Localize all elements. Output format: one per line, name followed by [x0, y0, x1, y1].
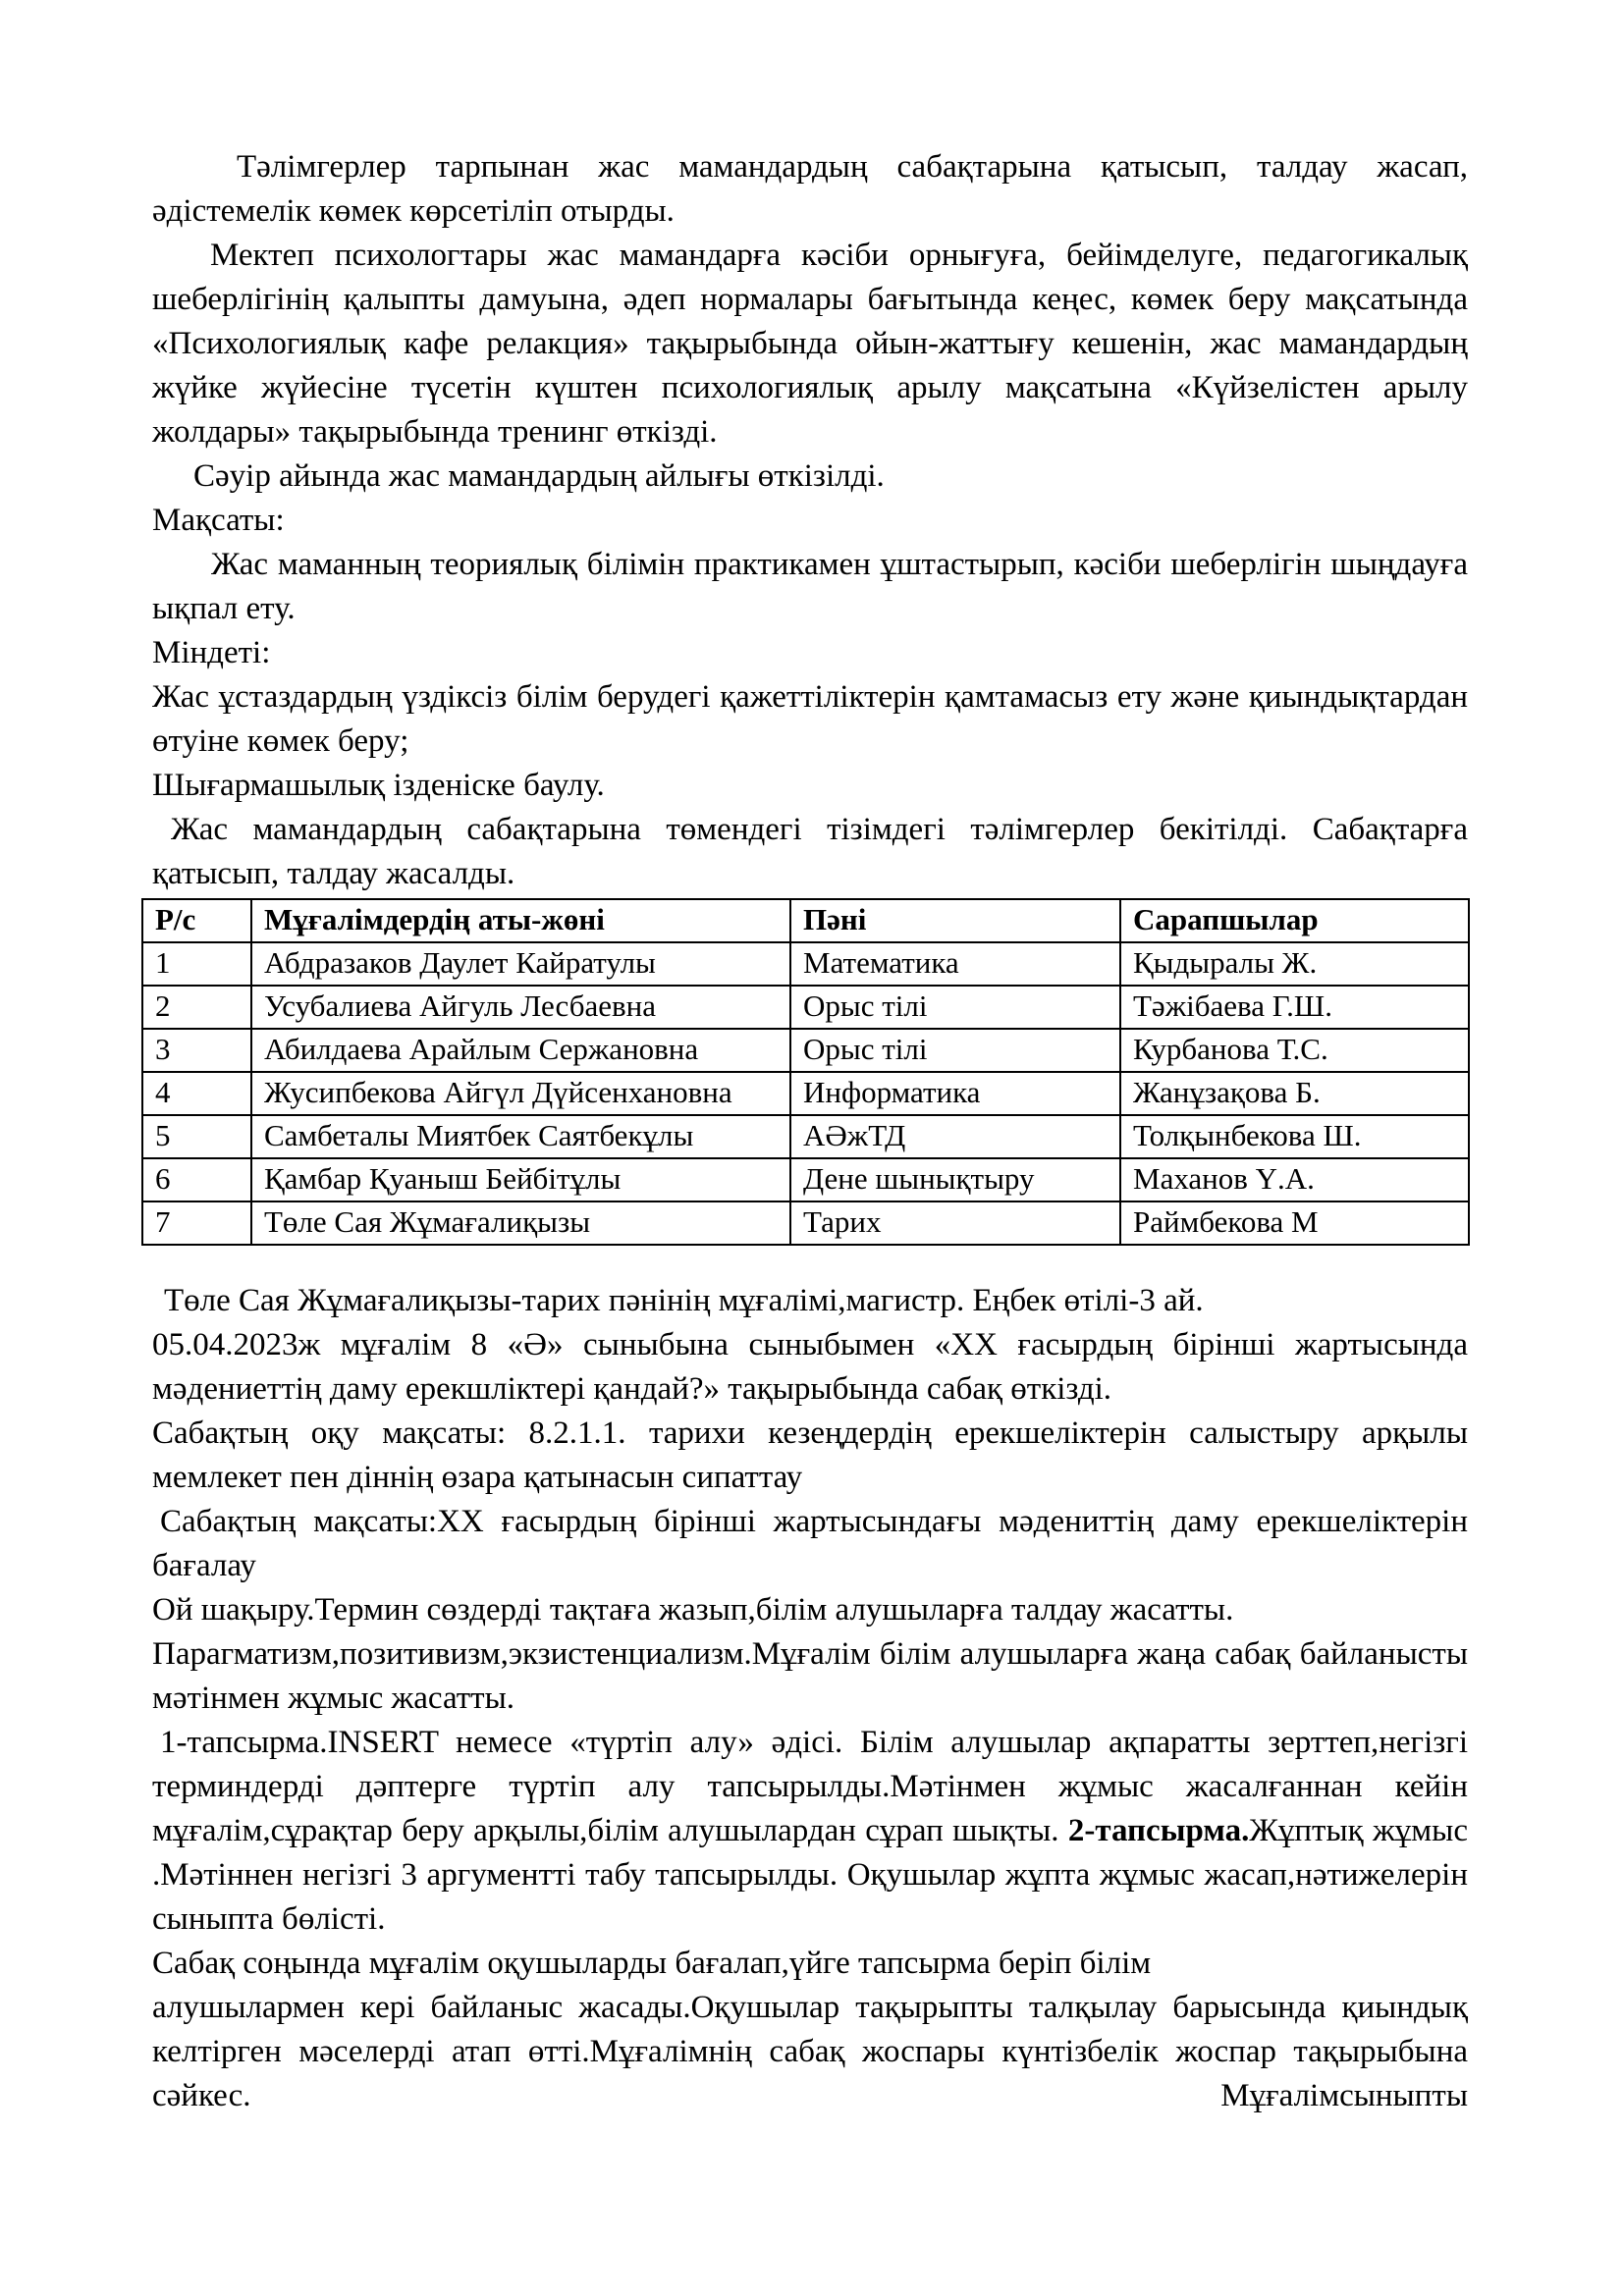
para-lesson-end-continuation: алушылармен кері байланыс жасады.Оқушылар тақырыпты талқылау барысында қиындық келтірген мәселерді атап өтті.Мұғалімнің сабақ жоспары күнтізбелік жоспар тақырыбына сәйкес. Мұғалімсыныпты — [152, 1990, 1468, 2113]
table-row — [142, 1029, 1469, 1072]
para-task-body: Жас ұстаздардың үздіксіз білім берудегі қажеттіліктерін қамтамасыз ету және қиындықтардан өтуіне көмек беру; — [152, 679, 1468, 759]
table-header-row — [142, 899, 1469, 942]
cell-expert: Қыдыралы Ж. — [1120, 942, 1469, 986]
table-row — [142, 1201, 1469, 1245]
para-lesson-goal: Сабақтың мақсаты:ХХ ғасырдың бірінші жартысындағы мәдениттің даму ерекшеліктерін бағалау — [152, 1504, 1468, 1583]
para-tole-saya-intro: Төле Сая Жұмағалиқызы-тарих пәнінің мұғалімі,магистр. Еңбек өтілі-3 ай. — [164, 1283, 1204, 1318]
para-school-psychologists: Мектеп психологтары жас мамандарға кәсіби орнығуға, бейімделуге, педагогикалық шеберлігінің қалыпты дамуына, әдеп нормалары бағытында кеңес, көмек беру мақсатында «Психологиялық кафе релакция» тақырыбында ойын-жаттығу кешенін, жас мамандардың жүйке жүйесіне түсетін күштен психологиялық арылу мақсатына «Күйзелістен арылу жолдары» тақырыбында тренинг өткізді. — [152, 238, 1468, 450]
header-expert: Сарапшылар — [1120, 899, 1469, 942]
table-row — [142, 1115, 1469, 1158]
para-brainstorm: Ой шақыру.Термин сөздерді тақтаға жазып,білім алушыларға талдау жасатты. — [152, 1592, 1234, 1628]
teachers-table — [141, 898, 1470, 1246]
para-mentors-assigned: Жас мамандардың сабақтарына төмендегі тізімдегі тәлімгерлер бекітілді. Сабақтарға қатысып, талдау жасалды. — [152, 812, 1468, 891]
para-lesson-learning-objective: Сабақтың оқу мақсаты: 8.2.1.1. тарихи кезеңдердің ерекшеліктерін салыстыру арқылы мемлекет пен діннің өзара қатынасын сипаттау — [152, 1415, 1468, 1495]
para-goal-body: Жас маманның теориялық білімін практикамен ұштастырып, кәсіби шеберлігін шыңдауға ықпал ету. — [152, 547, 1468, 626]
cell-number: 6 — [142, 1158, 251, 1201]
para-pragmatism-terms: Парагматизм,позитивизм,экзистенциализм.Мұғалім білім алушыларға жаңа сабақ байланысты мәтінмен жұмыс жасатты. — [152, 1636, 1468, 1716]
cell-subject: Орыс тілі — [790, 1029, 1120, 1072]
cell-subject: АӘжТД — [790, 1115, 1120, 1158]
para-lesson-date: 05.04.2023ж мұғалім 8 «Ә» сыныбына сыныбымен «ХХ ғасырдың бірінші жартысында мәдениеттің даму ерекшліктері қандай?» тақырыбында сабақ өткізді. — [152, 1327, 1468, 1407]
para-goal-heading: Мақсаты: — [152, 503, 285, 538]
cell-expert: Маханов Ү.А. — [1120, 1158, 1469, 1201]
cell-teacher-name: Жусипбекова Айгүл Дүйсенхановна — [251, 1072, 790, 1115]
table-row — [142, 1072, 1469, 1115]
cell-number: 2 — [142, 986, 251, 1029]
cell-teacher-name: Абдразаков Даулет Кайратулы — [251, 942, 790, 986]
cell-expert: Раймбекова М — [1120, 1201, 1469, 1245]
cell-number: 7 — [142, 1201, 251, 1245]
cell-expert: Толқынбекова Ш. — [1120, 1115, 1469, 1158]
cell-teacher-name: Қамбар Қуаныш Бейбітұлы — [251, 1158, 790, 1201]
para-lesson-end-line1: Сабақ соңында мұғалім оқушыларды бағалап,үйге тапсырма беріп білім — [152, 1946, 1152, 1981]
header-subject: Пәні — [790, 899, 1120, 942]
para-creative-search: Шығармашылық ізденіске баулу. — [152, 768, 605, 803]
cell-number: 4 — [142, 1072, 251, 1115]
cell-teacher-name: Абилдаева Арайлым Сержановна — [251, 1029, 790, 1072]
task2-text: Жұптық жұмыс .Мәтіннен негізгі 3 аргументті табу тапсырылды. Оқушылар жұпта жұмыс жасап,нәтижелерін сыныпта бөлісті. — [152, 1813, 1469, 1937]
para-task-heading: Міндеті: — [152, 635, 271, 670]
cell-subject: Информатика — [790, 1072, 1120, 1115]
header-teacher-name: Мұғалімдердің аты-жөні — [251, 899, 790, 942]
cell-number: 5 — [142, 1115, 251, 1158]
cell-number: 1 — [142, 942, 251, 986]
table-row — [142, 942, 1469, 986]
cell-expert: Курбанова Т.С. — [1120, 1029, 1469, 1072]
task2-label: 2-тапсырма. — [1067, 1813, 1250, 1848]
cell-expert: Тәжібаева Г.Ш. — [1120, 986, 1469, 1029]
header-number: Р/с — [142, 899, 251, 942]
cell-teacher-name: Төле Сая Жұмағалиқызы — [251, 1201, 790, 1245]
table-row — [142, 986, 1469, 1029]
cell-subject: Математика — [790, 942, 1120, 986]
cell-subject: Дене шынықтыру — [790, 1158, 1120, 1201]
task1-text: 1-тапсырма.INSERT немесе «түртіп алу» әдісі. Білім алушылар ақпаратты зерттеп,негізгі терминдерді дәптерге түртіп алу тапсырылды.Мәтінмен жұмыс жасалғаннан кейін мұғалім,сұрақтар беру арқылы,білім алушылардан сұрап шықты. — [152, 1725, 1468, 1848]
cell-subject: Орыс тілі — [790, 986, 1120, 1029]
cell-teacher-name: Усубалиева Айгуль Лесбаевна — [251, 986, 790, 1029]
table-row — [142, 1158, 1469, 1201]
after-table-section — [152, 1279, 1468, 2118]
para-tasks — [152, 1721, 1468, 1942]
cell-subject: Тарих — [790, 1201, 1120, 1245]
cell-expert: Жанұзақова Б. — [1120, 1072, 1469, 1115]
cell-teacher-name: Самбеталы Миятбек Саятбекұлы — [251, 1115, 790, 1158]
para-april-month: Сәуір айында жас мамандардың айлығы өткізілді. — [193, 458, 885, 494]
cell-number: 3 — [142, 1029, 251, 1072]
para-mentors-attended: Тәлімгерлер тарпынан жас мамандардың сабақтарына қатысып, талдау жасап, әдістемелік көмек көрсетіліп отырды. — [152, 149, 1468, 229]
